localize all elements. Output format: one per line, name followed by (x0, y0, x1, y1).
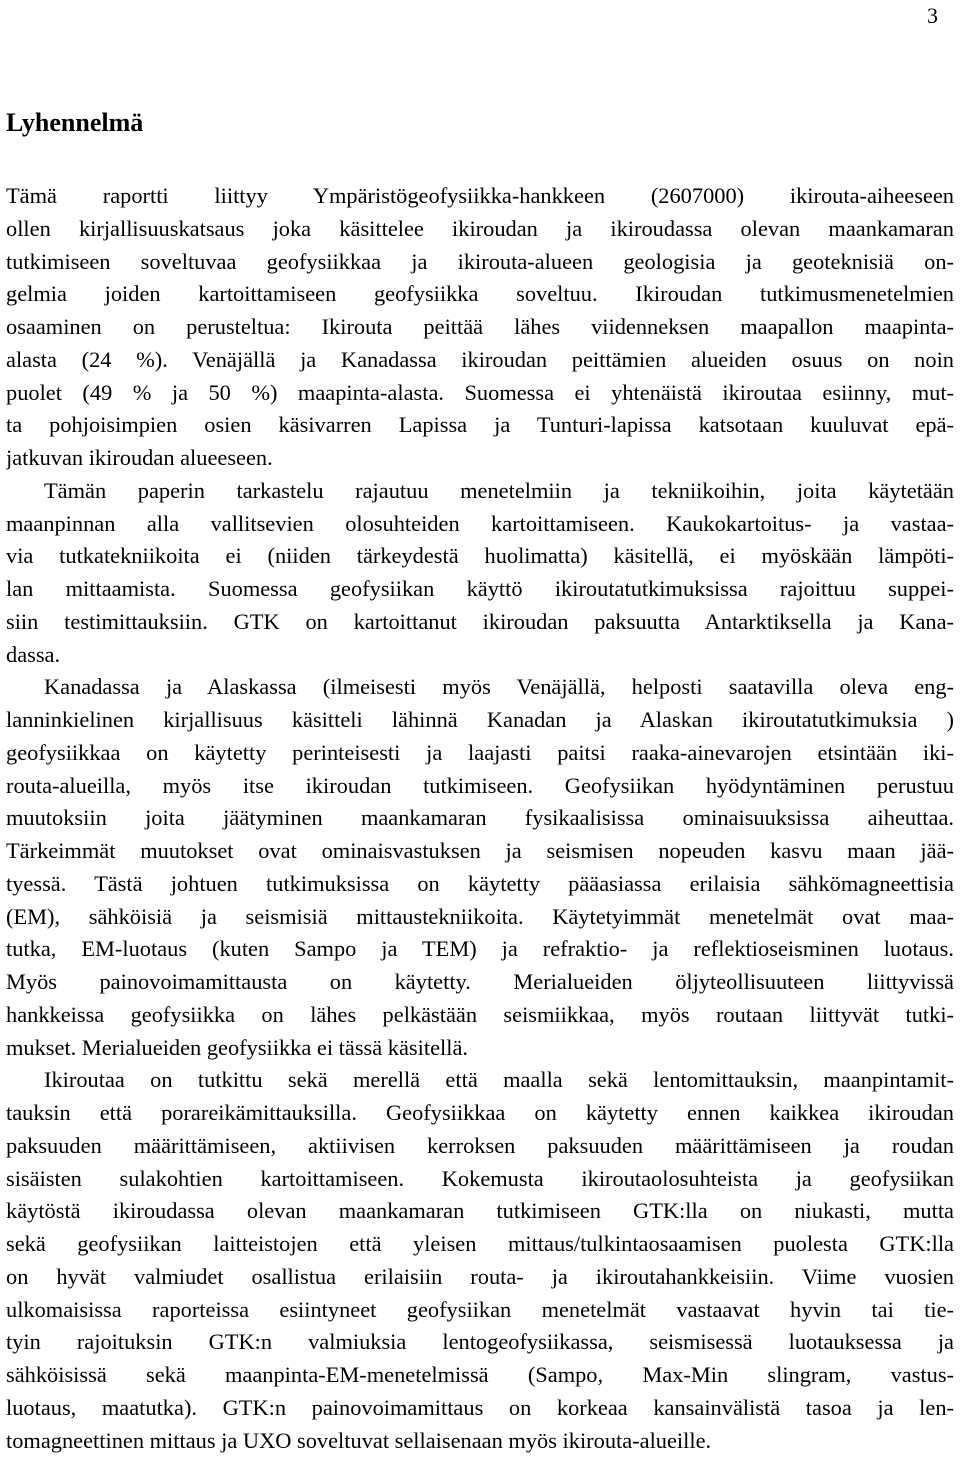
text-line: geofysiikkaa on käytetty perinteisesti ja laajasti paitsi raaka-ainevarojen etsintään iki- (6, 737, 954, 770)
text-line: gelmia joiden kartoittamiseen geofysiikka soveltuu. Ikiroudan tutkimusmenetelmien (6, 278, 954, 311)
section-heading: Lyhennelmä (6, 106, 143, 140)
text-line: tyin rajoituksin GTK:n valmiuksia lentogeofysiikassa, seismisessä luotauksessa ja (6, 1326, 954, 1359)
text-line: lanninkielinen kirjallisuus käsitteli lähinnä Kanadan ja Alaskan ikiroutatutkimuksia ) (6, 704, 954, 737)
text-line: Tämän paperin tarkastelu rajautuu menetelmiin ja tekniikoihin, joita käytetään (6, 475, 954, 508)
text-line: Ikiroutaa on tutkittu sekä merellä että maalla sekä lentomittauksin, maanpintamit- (6, 1064, 954, 1097)
text-line: lan mittaamista. Suomessa geofysiikan käyttö ikiroutatutkimuksissa rajoittuu suppei- (6, 573, 954, 606)
text-line: Tärkeimmät muutokset ovat ominaisvastuksen ja seismisen nopeuden kasvu maan jää- (6, 835, 954, 868)
text-line: tomagneettinen mittaus ja UXO soveltuvat sellaisenaan myös ikirouta-alueille. (6, 1425, 954, 1457)
text-line: tutka, EM-luotaus (kuten Sampo ja TEM) ja refraktio- ja reflektioseisminen luotaus. (6, 933, 954, 966)
text-line: osaaminen on perusteltua: Ikirouta peittää lähes viidenneksen maapallon maapinta- (6, 311, 954, 344)
text-line: Kanadassa ja Alaskassa (ilmeisesti myös Venäjällä, helposti saatavilla oleva eng- (6, 671, 954, 704)
text-line: ta pohjoisimpien osien käsivarren Lapissa ja Tunturi-lapissa katsotaan kuuluvat epä- (6, 409, 954, 442)
text-line: tauksin että porareikämittauksilla. Geofysiikkaa on käytetty ennen kaikkea ikiroudan (6, 1097, 954, 1130)
text-line: sähköisissä sekä maanpinta-EM-menetelmissä (Sampo, Max-Min slingram, vastus- (6, 1359, 954, 1392)
text-line: jatkuvan ikiroudan alueeseen. (6, 442, 954, 475)
text-line: tyessä. Tästä johtuen tutkimuksissa on käytetty pääasiassa erilaisia sähkömagneettisia (6, 868, 954, 901)
text-line: ulkomaisissa raporteissa esiintyneet geofysiikan menetelmät vastaavat hyvin tai tie- (6, 1294, 954, 1327)
page-number: 3 (927, 2, 938, 30)
text-line: sekä geofysiikan laitteistojen että yleisen mittaus/tulkintaosaamisen puolesta GTK:lla (6, 1228, 954, 1261)
text-line: (EM), sähköisiä ja seismisiä mittaustekniikoita. Käytetyimmät menetelmät ovat maa- (6, 901, 954, 934)
abstract-body (6, 180, 954, 1457)
text-line: puolet (49 % ja 50 %) maapinta-alasta. Suomessa ei yhtenäistä ikiroutaa esiinny, mut- (6, 377, 954, 410)
text-line: muutoksiin joita jäätyminen maankamaran fysikaalisissa ominaisuuksissa aiheuttaa. (6, 802, 954, 835)
text-line: Tämä raportti liittyy Ympäristögeofysiikka-hankkeen (2607000) ikirouta-aiheeseen (6, 180, 954, 213)
text-line: siin testimittauksiin. GTK on kartoittanut ikiroudan paksuutta Antarktiksella ja Kana- (6, 606, 954, 639)
text-line: via tutkatekniikoita ei (niiden tärkeydestä huolimatta) käsitellä, ei myöskään lämpöti- (6, 540, 954, 573)
text-line: sisäisten sulakohtien kartoittamiseen. Kokemusta ikiroutaolosuhteista ja geofysiikan (6, 1163, 954, 1196)
text-line: on hyvät valmiudet osallistua erilaisiin routa- ja ikiroutahankkeisiin. Viime vuosien (6, 1261, 954, 1294)
text-line: maanpinnan alla vallitsevien olosuhteiden kartoittamiseen. Kaukokartoitus- ja vastaa- (6, 508, 954, 541)
text-line: tutkimiseen soveltuvaa geofysiikkaa ja ikirouta-alueen geologisia ja geoteknisiä on- (6, 246, 954, 279)
text-line: hankkeissa geofysiikka on lähes pelkästään seismiikkaa, myös routaan liittyvät tutki- (6, 999, 954, 1032)
text-line: Myös painovoimamittausta on käytetty. Merialueiden öljyteollisuuteen liittyvissä (6, 966, 954, 999)
text-line: ollen kirjallisuuskatsaus joka käsittelee ikiroudan ja ikiroudassa olevan maankamaran (6, 213, 954, 246)
text-line: alasta (24 %). Venäjällä ja Kanadassa ikiroudan peittämien alueiden osuus on noin (6, 344, 954, 377)
text-line: mukset. Merialueiden geofysiikka ei tässä käsitellä. (6, 1032, 954, 1065)
text-line: luotaus, maatutka). GTK:n painovoimamittaus on korkeaa kansainvälistä tasoa ja len- (6, 1392, 954, 1425)
text-line: dassa. (6, 639, 954, 672)
text-line: routa-alueilla, myös itse ikiroudan tutkimiseen. Geofysiikan hyödyntäminen perustuu (6, 770, 954, 803)
text-line: paksuuden määrittämiseen, aktiivisen kerroksen paksuuden määrittämiseen ja roudan (6, 1130, 954, 1163)
text-line: käytöstä ikiroudassa olevan maankamaran tutkimiseen GTK:lla on niukasti, mutta (6, 1195, 954, 1228)
